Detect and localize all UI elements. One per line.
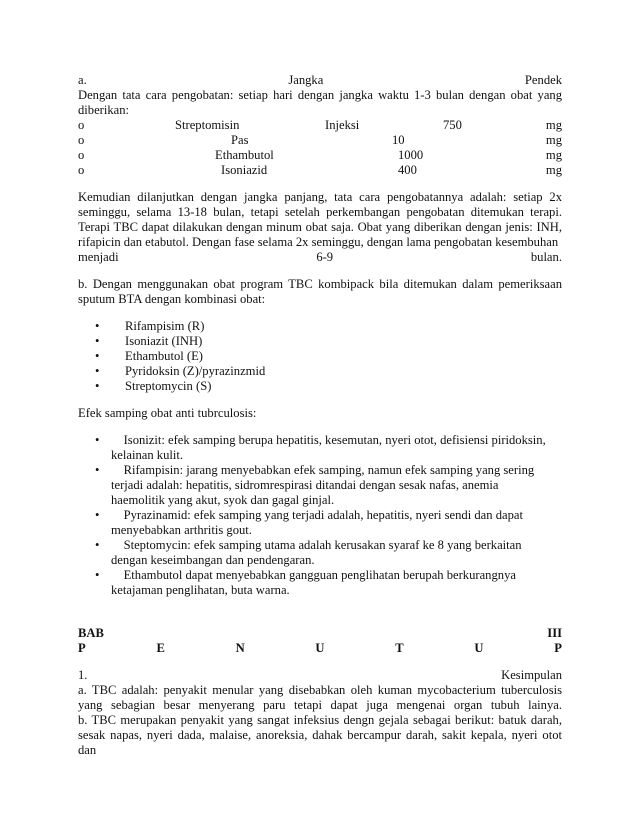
med-unit: mg <box>545 133 562 147</box>
side-effect-text: Steptomycin: efek samping utama adalah kerusakan syaraf ke 8 yang berkaitan dengan keseimbangan dan pendengaran. <box>111 538 522 567</box>
bullet-icon: • <box>95 319 100 333</box>
list-item <box>78 508 562 538</box>
side-effect-text: Isonizit: efek samping berupa hepatitis, kesemutan, nyeri otot, defisiensi piridoksin, kelainan kulit. <box>111 433 546 462</box>
short-term-desc-line1: Dengan tata cara pengobatan: setiap hari dengan jangka waktu 1-3 bulan dengan obat yang <box>78 88 562 102</box>
short-term-desc-line2: diberikan: <box>78 103 130 117</box>
med-bullet: o <box>78 163 85 177</box>
title-letter: E <box>156 641 165 655</box>
conclusion-number: 1. <box>78 668 88 682</box>
med-row <box>78 133 562 148</box>
list-item <box>78 319 562 334</box>
med-name: Pas <box>231 133 249 147</box>
list-item <box>78 364 562 379</box>
heading-word-pendek: Pendek <box>524 73 562 87</box>
med-name: Streptomisin <box>175 118 240 132</box>
long-term-last-line <box>78 250 562 265</box>
document-page <box>78 73 562 758</box>
bullet-icon: • <box>95 538 100 552</box>
title-letter: P <box>554 641 562 655</box>
spacer <box>78 656 562 668</box>
title-letter: U <box>474 641 484 655</box>
med-bullet: o <box>78 148 85 162</box>
duration-value: 6-9 <box>316 250 334 264</box>
med-row <box>78 118 562 133</box>
side-effect-text: Pyrazinamid: efek samping yang terjadi adalah, hepatitis, nyeri sendi dan dapat menyebabkan arthritis gout. <box>111 508 523 537</box>
chapter-title <box>78 641 562 656</box>
bullet-icon: • <box>95 508 100 522</box>
med-name: Ethambutol <box>215 148 274 162</box>
chapter-bab: BAB <box>78 626 104 640</box>
spacer <box>78 178 562 190</box>
side-effect-text: Rifampisin: jarang menyebabkan efek samping, namun efek samping yang sering terjadi adalah: hepatitis, sidromrespirasi ditandai dengan sesak nafas, anemia haemolitik yang akut, syok dan gagal ginjal. <box>111 463 535 507</box>
med-unit: mg <box>545 163 562 177</box>
long-term-paragraph: Kemudian dilanjutkan dengan jangka panjang, tata cara pengobatannya adalah: setiap 2x seminggu, selama 13-18 bulan, tetapi setelah perkembangan pengobatan ditemukan terapi. Terapi TBC dapat dilakukan dengan minum obat saja. Obat yang diberikan dengan jenis: INH, rifapicin dan etabutol. Dengan fase selama 2x seminggu, dengan lama pengobatan kesembuhan <box>78 190 562 249</box>
list-item <box>78 349 562 364</box>
list-item <box>78 463 562 508</box>
word-menjadi: menjadi <box>78 250 119 264</box>
bullet-icon: • <box>95 379 100 393</box>
drug-name: Ethambutol (E) <box>125 349 203 363</box>
title-letter: U <box>315 641 325 655</box>
med-route: Injeksi <box>325 118 360 132</box>
med-unit: mg <box>545 118 562 132</box>
drug-list <box>78 319 562 394</box>
conclusion-b: b. TBC merupakan penyakit yang sangat infeksius dengn gejala sebagai berikut: batuk darah, sesak napas, nyeri dada, malaise, anoreksia, dahak bercampur darah, sakit kepala, nyeri otot dan <box>78 713 562 757</box>
title-letter: N <box>235 641 245 655</box>
bullet-icon: • <box>95 349 100 363</box>
spacer <box>78 307 562 319</box>
side-effects-heading: Efek samping obat anti tubrculosis: <box>78 406 257 420</box>
med-dose: 10 <box>392 133 405 147</box>
list-item <box>78 433 562 463</box>
chapter-heading <box>78 626 562 641</box>
side-effect-text: Ethambutol dapat menyebabkan gangguan penglihatan berupah berkurangnya ketajaman penglihatan, buta warna. <box>111 568 516 597</box>
title-letter: T <box>395 641 404 655</box>
list-item <box>78 334 562 349</box>
drug-name: Isoniazit (INH) <box>125 334 203 348</box>
list-item <box>78 568 562 598</box>
program-paragraph: b. Dengan menggunakan obat program TBC kombipack bila ditemukan dalam pemeriksaan sputum BTA dengan kombinasi obat: <box>78 277 562 306</box>
med-row <box>78 163 562 178</box>
bullet-icon: • <box>95 433 100 447</box>
med-name: Isoniazid <box>221 163 268 177</box>
title-letter: P <box>78 641 86 655</box>
spacer <box>78 421 562 433</box>
bullet-icon: • <box>95 568 100 582</box>
bullet-icon: • <box>95 463 100 477</box>
med-row <box>78 148 562 163</box>
med-unit: mg <box>545 148 562 162</box>
med-bullet: o <box>78 118 85 132</box>
conclusion-a: a. TBC adalah: penyakit menular yang disebabkan oleh kuman mycobacterium tuberculosis yang sebagian besar menyerang paru tetapi dapat juga mengenai organ tubuh lainya. <box>78 683 562 712</box>
med-dose: 1000 <box>398 148 424 162</box>
med-dose: 750 <box>443 118 462 132</box>
side-effects-list <box>78 433 562 598</box>
bullet-icon: • <box>95 364 100 378</box>
spacer <box>78 394 562 406</box>
spacer <box>78 265 562 277</box>
drug-name: Rifampisim (R) <box>125 319 205 333</box>
med-bullet: o <box>78 133 85 147</box>
drug-name: Streptomycin (S) <box>125 379 212 393</box>
conclusion-title: Kesimpulan <box>501 668 562 682</box>
heading-letter: a. <box>78 73 87 87</box>
list-item <box>78 538 562 568</box>
chapter-number: III <box>547 626 562 640</box>
drug-name: Pyridoksin (Z)/pyrazinzmid <box>125 364 266 378</box>
conclusion-heading <box>78 668 562 683</box>
short-term-heading <box>78 73 562 88</box>
word-bulan: bulan. <box>530 250 562 264</box>
spacer <box>78 598 562 626</box>
bullet-icon: • <box>95 334 100 348</box>
med-dose: 400 <box>398 163 417 177</box>
list-item <box>78 379 562 394</box>
heading-word-jangka: Jangka <box>288 73 324 87</box>
